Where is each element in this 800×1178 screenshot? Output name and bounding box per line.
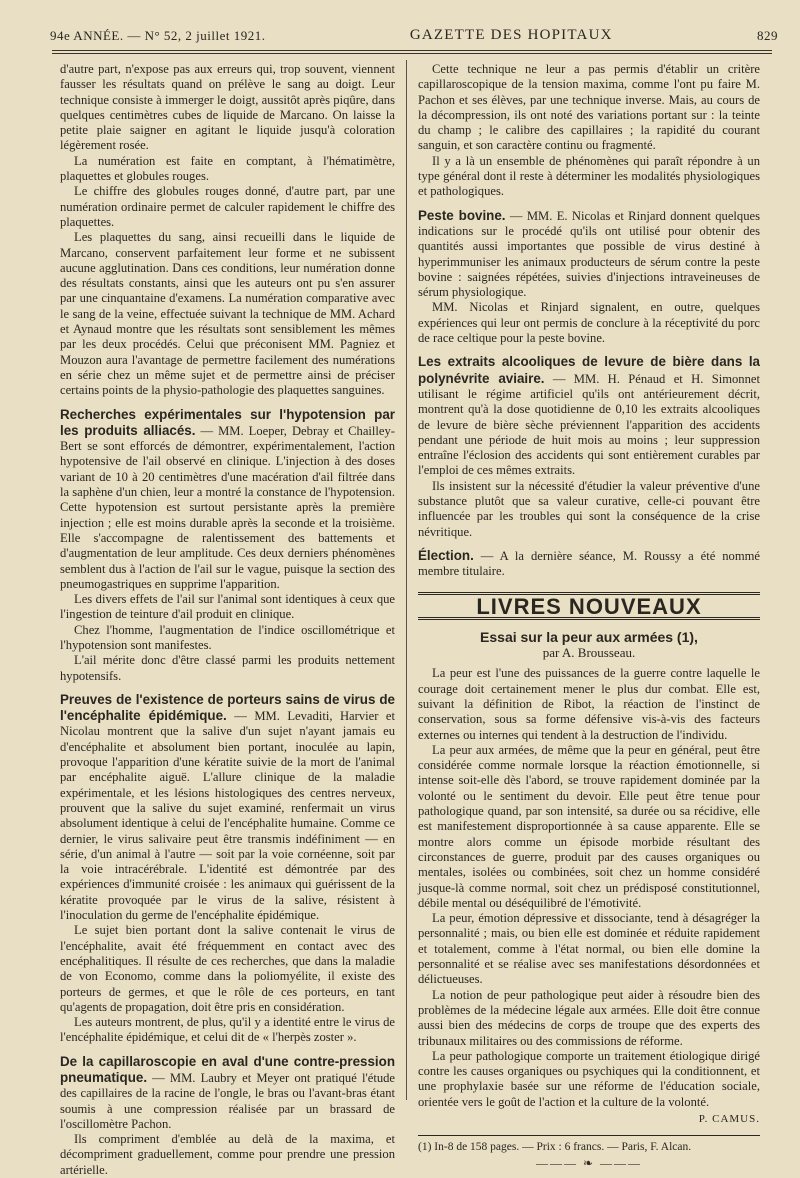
section-title: De la capillaroscopie en aval d'une contre-pression pneumatique. (60, 1053, 395, 1085)
section-title: Les extraits alcooliques de levure de bière dans la polynévrite aviaire. (418, 354, 760, 386)
paragraph: MM. Nicolas et Rinjard signalent, en outre, quelques expériences qui leur ont permis de conclure à la réceptivité du porc de race celtique pour la peste bovine. (418, 300, 760, 346)
paragraph: Ils insistent sur la nécessité d'étudier la valeur préventive d'une substance plutôt que sa valeur curative, celle-ci pouvant être influencée par les troubles qui sont la conséquence de la crise névritique. (418, 478, 760, 539)
paragraph: Les plaquettes du sang, ainsi recueilli dans le liquide de Marcano, conservent parfaitement leur forme et ne subissent aucune agglutination. Dans ces conditions, leur numération donne des résultats constants, ainsi que les auteurs ont pu s'en assurer par une cinquantaine d'examens. La numération comparative avec le sang de la veine, effectuée suivant la technique de MM. Achard et Aynaud montre que les résultats sont sensiblement les mêmes par les deux procédés. Celui que préconisent MM. Pagniez et Mouzon aura l'avantage de permettre facilement des numérations en série chez un même sujet et de permettre ainsi de préciser certains points de la physio-pathologie des plaquettes sanguines. (60, 230, 395, 398)
issue-info: 94e ANNÉE. — N° 52, 2 juillet 1921. (50, 28, 266, 43)
paragraph: La numération est faite en comptant, à l'hématimètre, plaquettes et globules rouges. (60, 153, 395, 184)
section-title: Preuves de l'existence de porteurs sains de virus de l'encéphalite épidémique. (60, 691, 395, 724)
section-peste-bovine (418, 208, 760, 347)
paragraph: Le sujet bien portant dont la salive contenait le virus de l'encéphalite, avait été fréquemment en contact avec des encéphalitiques. Il résulte de ces recherches, que dans la maladie de von Economo, comme dans la poliomyélite, il existe des porteurs de germes, et que le rôle de ces porteurs, en tant qu'agents de propagation, doit être pris en considération. (60, 923, 395, 1014)
section-levure (418, 354, 760, 540)
section-title: Peste bovine. (418, 207, 506, 223)
paragraph: d'autre part, n'expose pas aux erreurs qui, trop souvent, viennent fausser les résultats quand on prélève le sang au doigt. Leur technique consiste à immerger le doigt, aussitôt après piqûre, dans quelques centimètres cubes de liquide de Marcano. On laisse la petite plaie saigner en agitant le liquide jusqu'à coloration légèrement rosée. (60, 62, 395, 153)
paragraph: Les divers effets de l'ail sur l'animal sont identiques à ceux que l'ingestion de teinture d'ail produit en clinique. (60, 592, 395, 622)
paragraph: L'ail mérite donc d'être classé parmi les produits nettement hypotensifs. (60, 653, 395, 683)
paragraph: La peur, émotion dépressive et dissociante, tend à désagréger la personnalité ; mais, ou bien elle est dominée et réduite rapidement et totalement, comme à l'état normal, ou bien elle domine la personnalité et se réalise avec ses manifestations désordonnées et délictueuses. (418, 911, 760, 987)
section-text: — MM. H. Pénaud et H. Simonnet utilisant le régime artificiel qu'ils ont antérieurement décrit, montrent qu'à la dose quotidienne de 0,10 les extraits alcooliques de levure de bière sèche préviennent l'apparition des accidents pendant une période de huit mois au moins ; leur suppression entraîne l'éclosion des accidents qui sont entièrement curables par l'emploi de ces mêmes extraits. (418, 371, 760, 478)
section-hypotension (60, 407, 395, 684)
section-election (418, 548, 760, 580)
column-divider (406, 60, 407, 1100)
header-rule (52, 50, 772, 54)
section-text: — MM. Levaditi, Harvier et Nicolau montrent que la salive d'un sujet n'ayant jamais eu d'encéphalite et absolument bien portant, inoculée au lapin, provoque l'apparition d'une kératite suivie de la mort de l'animal par encéphalite aiguë. L'allure clinique de la maladie expérimentale, et les lésions histologiques des centres nerveux, prouvent que la salive du sujet examiné, renfermait un virus absolument identique à celui de l'encéphalite humaine. Comme ce dernier, le virus salivaire peut être transmis indéfiniment — en série, d'un animal à l'autre — soit par la voie cornéenne, soit par la voie intracérébrale. L'identité est démontrée par des expériences d'immunité croisée : les animaux qui guérissent de la kératite provoquée par le virus de la salive, résistent à l'inoculation du germe de l'encéphalite épidémique. (60, 709, 395, 923)
ornament-divider: ——— ❧ ——— (535, 1156, 643, 1171)
paragraph: Cette technique ne leur a pas permis d'établir un critère capillaroscopique de la tension maxima, comme l'ont pu faire M. Pachon et ses élèves, par une technique inverse. Mais, au cours de la décompression, ils ont noté des variations portant sur : la teinte du champ ; le calibre des capillaires ; la rapidité du courant sanguin, et son caractère continu ou fragmenté. (418, 62, 760, 153)
right-column (418, 62, 760, 1172)
paragraph: La peur est l'une des puissances de la guerre contre laquelle le courage doit certainement mener le plus dur combat. Elle est, suivant la définition de Ribot, la réaction de l'instinct de conservation, sous sa forme défensive vis-à-vis des facteurs externes ou internes qui tendent à la destruction de l'individu. (418, 666, 760, 742)
paragraph: La peur aux armées, de même que la peur en général, peut être considérée comme normale lorsque la réaction émotionnelle, si intense soit-elle dès l'abord, se trouve rapidement dominée par la volonté ou le sentiment du devoir. Elle peut être tenue pour pathologique quand, par son intensité, sa durée ou sa récidive, elle est manifestement disproportionnée à sa cause apparente. Elle se montre alors comme un épisode morbide résultant des circonstances de guerre, produit par des causes organiques ou mentales, isolées ou combinées, soit chez un homme considéré jusque-là comme normal, soit chez un prédisposé constitutionnel, débile mental ou déséquilibré de l'émotivité. (418, 742, 760, 910)
section-text: — MM. E. Nicolas et Rinjard donnent quelques indications sur le procédé qu'ils ont utilisé pour obtenir des quantités aussi importantes que possible de virus destiné à hyperimmuniser les animaux producteurs de sérum contre la peste bovine : saignées répétées, suivies d'injections intraveineuses de sérum physiologique. (418, 208, 760, 300)
section-title: Élection. (418, 547, 474, 563)
book-title: Essai sur la peur aux armées (1), (480, 628, 698, 645)
section-text: — MM. Laubry et Meyer ont pratiqué l'étude des capillaires de la racine de l'ongle, le bras ou l'avant-bras étant soumis à une compression réalisée par un brassard de l'oscillomètre Pachon. (60, 1071, 395, 1131)
livres-nouveaux-heading: LIVRES NOUVEAUX (418, 592, 760, 620)
review-signature: P. CAMUS. (698, 1113, 760, 1125)
section-encephalite (60, 692, 395, 1046)
paragraph: Le chiffre des globules rouges donné, d'autre part, par une numération ordinaire permet de calculer rapidement le chiffre des plaquettes. (60, 184, 395, 229)
paragraph: Chez l'homme, l'augmentation de l'indice oscillométrique et l'hypotension sont manifestes. (60, 622, 395, 652)
paragraph: La notion de peur pathologique peut aider à résoudre bien des problèmes de la médecine légale aux armées. Elle doit être connue aussi bien des médecins de corps de troupe que des experts des tribunaux militaires ou des commissions de réforme. (418, 987, 760, 1048)
journal-title: GAZETTE DES HOPITAUX (409, 27, 613, 43)
page-header (50, 20, 778, 44)
book-author: par A. Brousseau. (542, 645, 636, 661)
left-column (60, 62, 395, 1178)
section-text: — MM. Loeper, Debray et Chailley-Bert se sont efforcés de démontrer, expérimentalement, l'action hypotensive de l'ail observé en clinique. L'injection à des doses variant de 10 à 20 centimètres d'une macération d'ail filtrée dans la saphène d'un chien, leur a montré la constance de l'hypotension. Cette hypotension est surtout persistante après la première injection ; elle est moins durable après la seconde et la troisième. Elle s'accompagne de ralentissement des battements et d'augmentation de leur amplitude. Ces deux derniers phénomènes semblent dus à l'action de l'ail sur le vague, puisque la section des pneumogastriques en supprime l'apparition. (60, 423, 395, 591)
paragraph: La peur pathologique comporte un traitement étiologique dirigé contre les causes organiques ou psychiques qui la conditionnent, et une prophylaxie basée sur une réforme de l'éducation sociale, orientée vers le goût de l'action et la culture de la volonté. (418, 1048, 760, 1109)
section-text: — A la dernière séance, M. Roussy a été nommé membre titulaire. (418, 548, 760, 579)
section-capillaroscopie (60, 1054, 395, 1178)
paragraph: Les auteurs montrent, de plus, qu'il y a identité entre le virus de l'encéphalite épidémique, et celui dit de « l'herpès zoster ». (60, 1015, 395, 1045)
paragraph: Il y a là un ensemble de phénomènes qui paraît répondre à un type général dont il reste à déterminer les modalités physiologiques et pathologiques. (418, 153, 760, 199)
page-number: 829 (756, 28, 778, 43)
paragraph: Ils compriment d'emblée au delà de la maxima, et décompriment graduellement, comme pour prendre une pression artérielle. (60, 1132, 395, 1177)
footnote-rule (418, 1135, 760, 1136)
footnote: (1) In-8 de 158 pages. — Prix : 6 francs. — Paris, F. Alcan. (418, 1141, 692, 1154)
section-title: Recherches expérimentales sur l'hypotension par les produits alliacés. (60, 406, 395, 438)
